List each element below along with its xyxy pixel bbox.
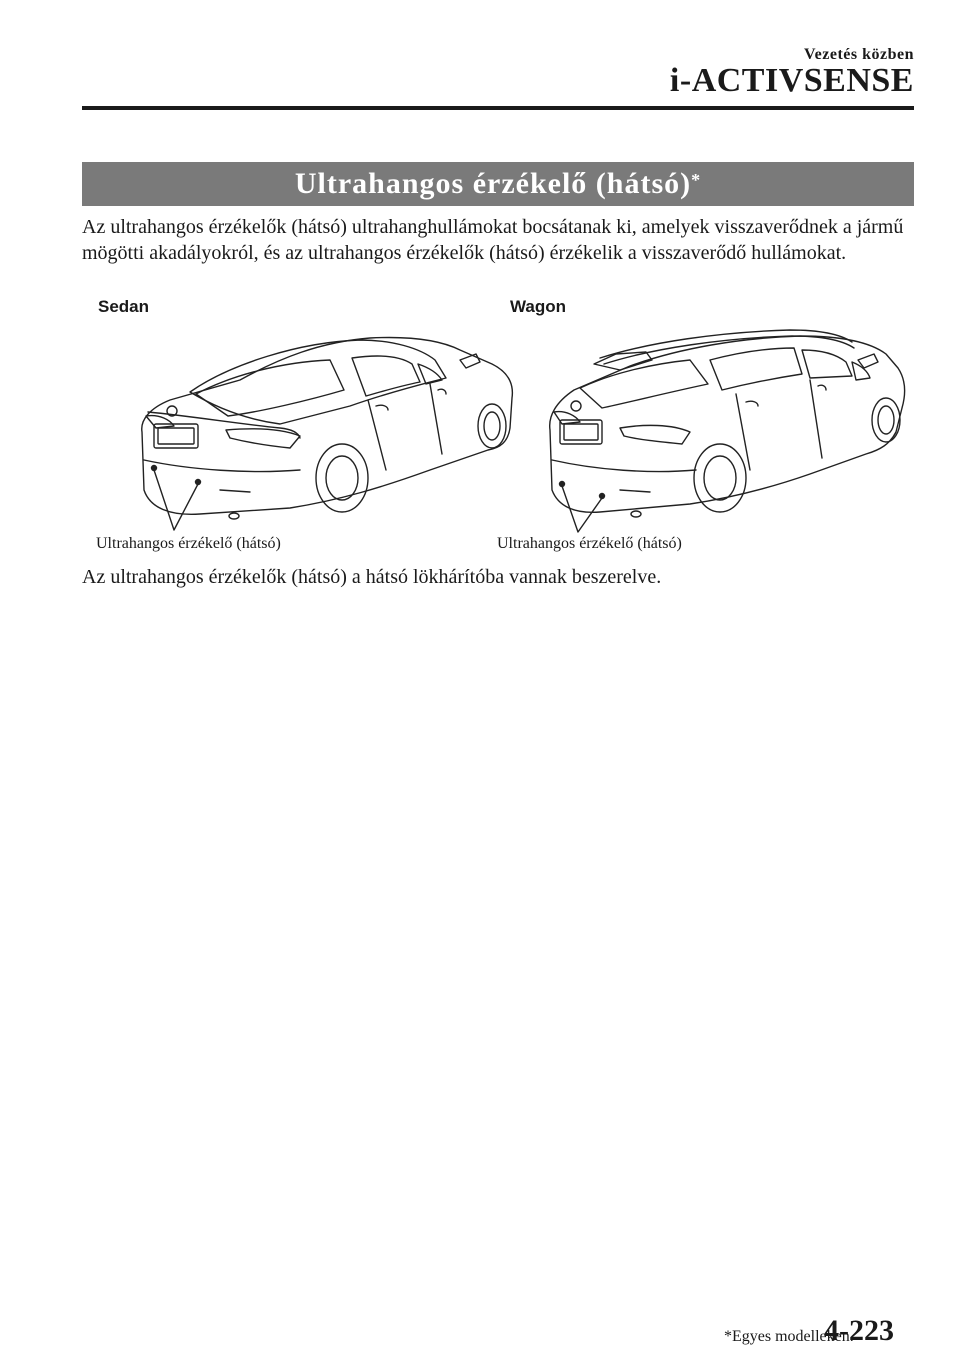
intro-paragraph: Az ultrahangos érzékelők (hátsó) ultrahanghullámokat bocsátanak ki, amelyek visszaverődnek a jármű mögötti akadályokról, és az ultrahangos érzékelők (hátsó) érzékelik a visszaverődő hullámokat.: [82, 216, 904, 264]
section-banner: [82, 162, 914, 206]
wagon-sensor-callout: Ultrahangos érzékelő (hátsó): [497, 535, 682, 552]
footnote: *Egyes modelleken.: [724, 1328, 854, 1345]
chapter-title: i-ACTIVSENSE: [669, 62, 914, 99]
sedan-illustration: [130, 320, 530, 535]
wagon-label: Wagon: [510, 297, 567, 316]
sedan-label: Sedan: [98, 297, 150, 316]
sedan-sensor-callout: Ultrahangos érzékelő (hátsó): [96, 535, 281, 552]
chapter-subtitle: Vezetés közben: [804, 46, 914, 63]
section-title: Ultrahangos érzékelő (hátsó): [294, 167, 692, 200]
header-rule: [82, 106, 914, 110]
body-paragraph: Az ultrahangos érzékelők (hátsó) a hátsó lökhárítóba vannak beszerelve.: [82, 566, 662, 588]
page-number: 4-223: [824, 1314, 894, 1347]
model-note-mark: *: [691, 169, 702, 190]
wagon-illustration: [540, 320, 910, 535]
